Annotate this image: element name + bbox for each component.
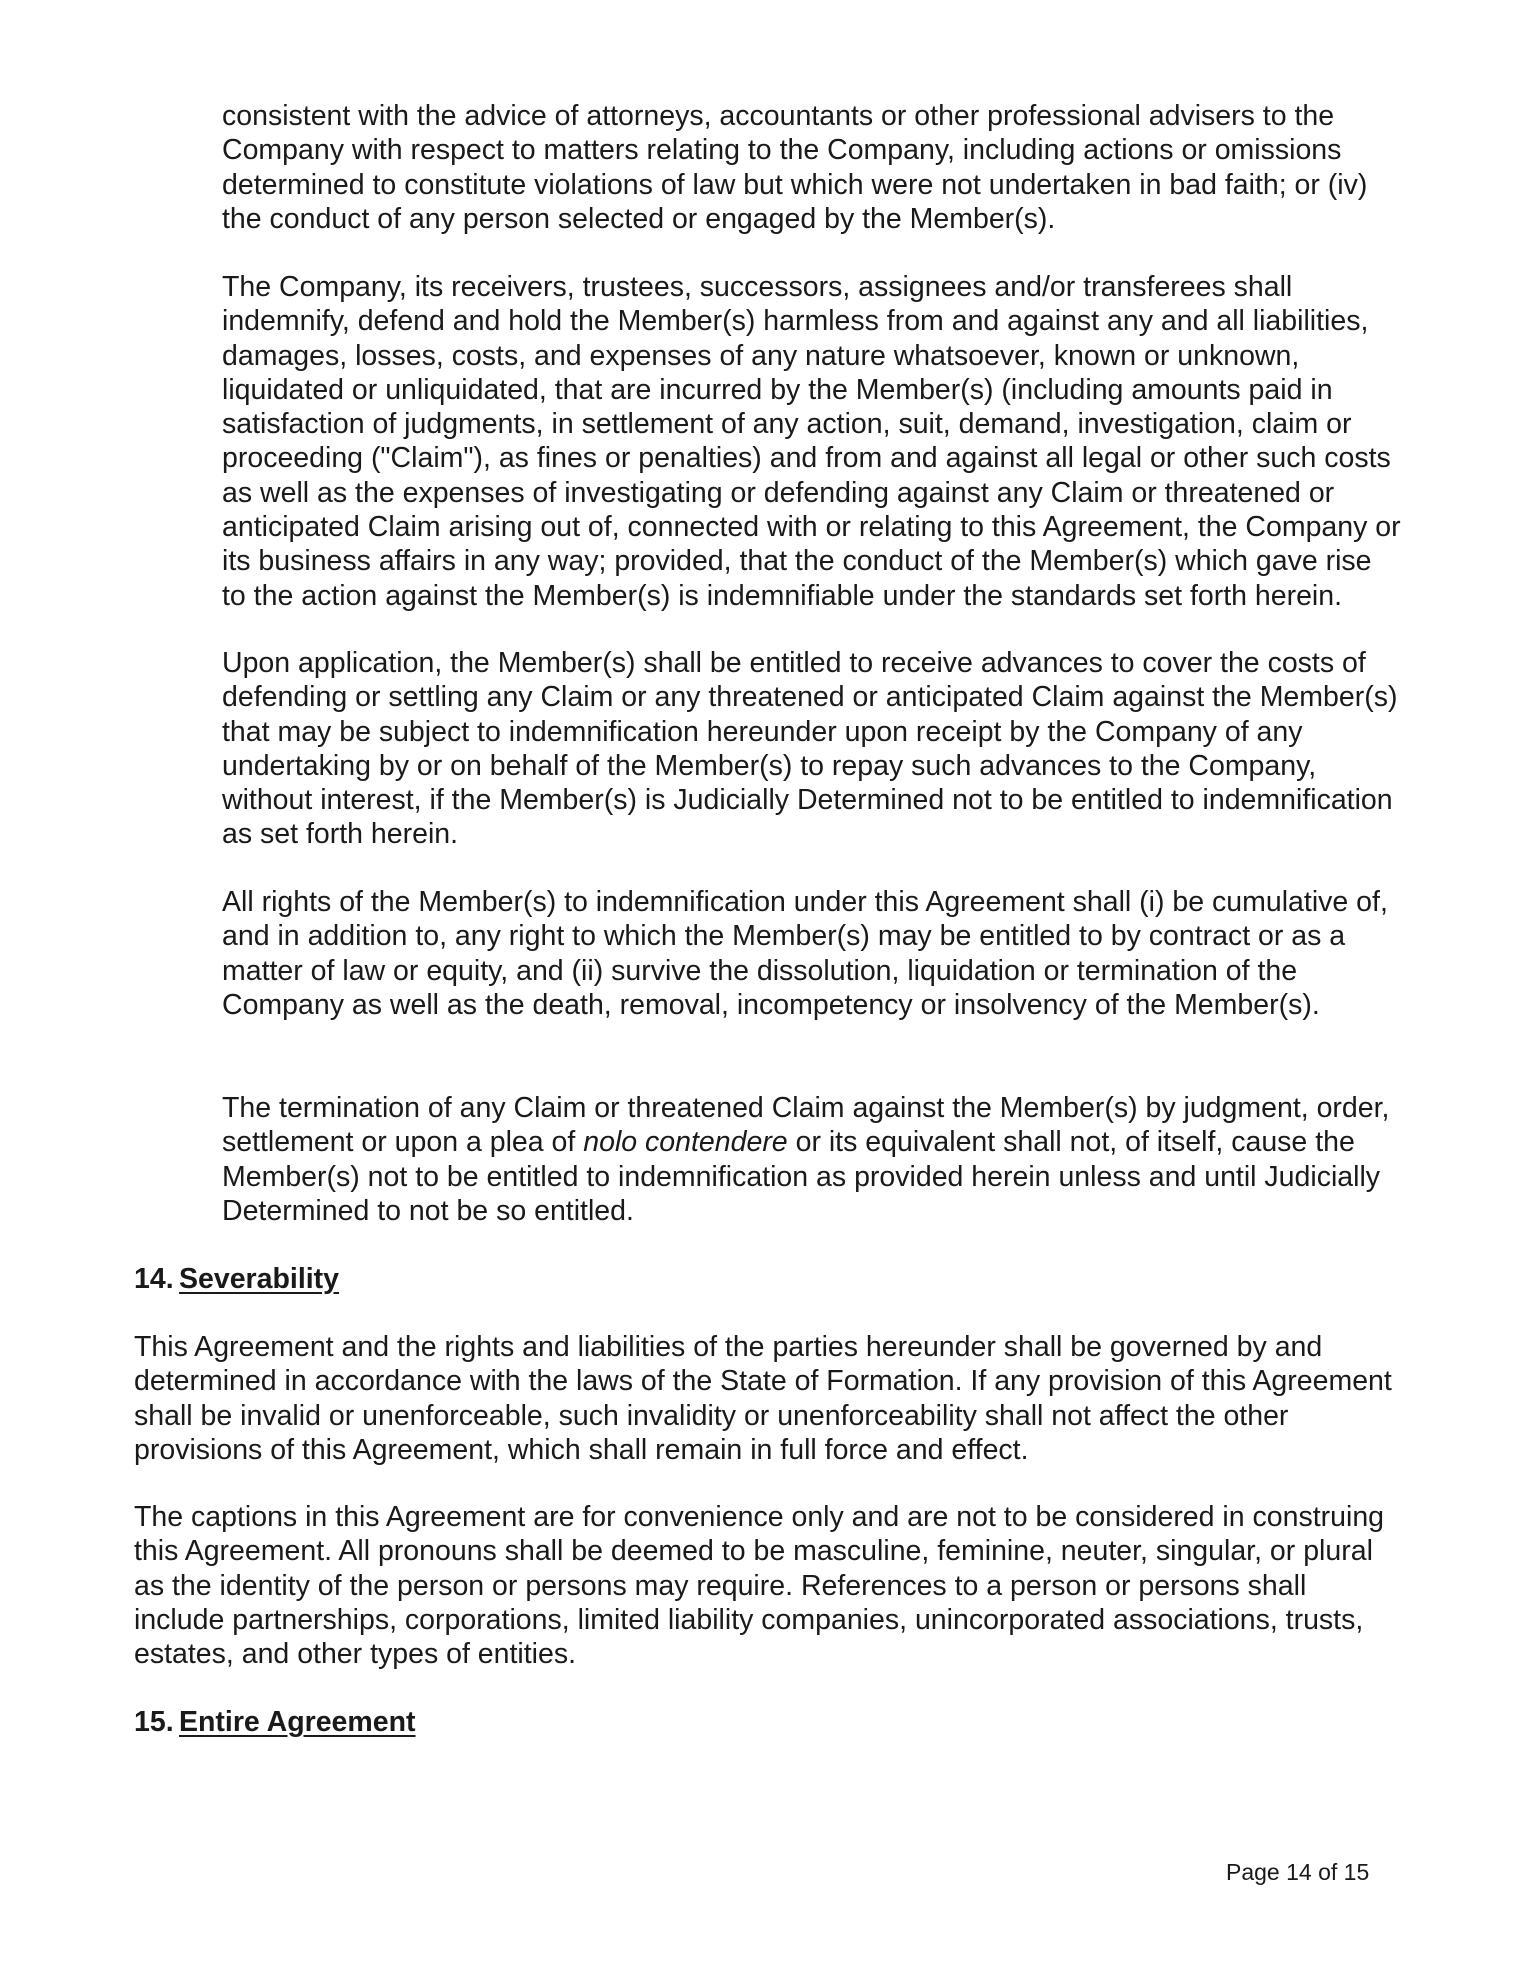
claim-text-before: The termination of any Claim or threatened Claim against the Member(s) by judgment, order, settlement or upon a plea of	[222, 1092, 1390, 1159]
section-heading-severability	[134, 1262, 339, 1296]
paragraph-termination-of-claim	[222, 1091, 1402, 1228]
paragraph-indemnify-defend: The Company, its receivers, trustees, successors, assignees and/or transferees shall indemnify, defend and hold the Member(s) harmless from and against any and all liabilities, damages, losses, costs, and expenses of any nature whatsoever, known or unknown, liquidated or unliquidated, that are incurred by the Member(s) (including amounts paid in satisfaction of judgments, in settlement of any action, suit, demand, investigation, claim or proceeding ("Claim"), as fines or penalties) and from and against all legal or other such costs as well as the expenses of investigating or defending against any Claim or threatened or anticipated Claim arising out of, connected with or relating to this Agreement, the Company or its business affairs in any way; provided, that the conduct of the Member(s) which gave rise to the action against the Member(s) is indemnifiable under the standards set forth herein.	[222, 271, 1401, 612]
section-heading-entire-agreement	[134, 1705, 416, 1739]
section-title: Severability	[179, 1263, 340, 1295]
nolo-contendere-term: nolo contendere	[583, 1126, 788, 1159]
section-number: 15.	[134, 1706, 174, 1738]
paragraph-indemnification-conduct: consistent with the advice of attorneys, accountants or other professional advisers to the Company with respect to matters relating to the Company, including actions or omissions determined to constitute violations of law but which were not undertaken in bad faith; or (iv) the conduct of any person selected or engaged by the Member(s).	[222, 100, 1368, 235]
paragraph-captions: The captions in this Agreement are for convenience only and are not to be considered in construing this Agreement. All pronouns shall be deemed to be masculine, feminine, neuter, singular, or plural as the identity of the person or persons may require. References to a person or persons shall include partnerships, corporations, limited liability companies, unincorporated associations, trusts, estates, and other types of entities.	[134, 1501, 1385, 1671]
paragraph-advances: Upon application, the Member(s) shall be entitled to receive advances to cover the costs of defending or settling any Claim or any threatened or anticipated Claim against the Member(s) that may be subject to indemnification hereunder upon receipt by the Company of any undertaking by or on behalf of the Member(s) to repay such advances to the Company, without interest, if the Member(s) is Judicially Determined not to be entitled to indemnification as set forth herein.	[222, 647, 1398, 851]
section-number: 14.	[134, 1263, 174, 1295]
paragraph-governing-law: This Agreement and the rights and liabilities of the parties hereunder shall be governed by and determined in accordance with the laws of the State of Formation. If any provision of this Agreement shall be invalid or unenforceable, such invalidity or unenforceability shall not affect the other provisions of this Agreement, which shall remain in full force and effect.	[134, 1331, 1392, 1466]
claim-text-after: or its equivalent shall not, of itself, cause the Member(s) not to be entitled to indemnification as provided herein unless and until Judicially Determined to not be so entitled.	[222, 1126, 1381, 1227]
section-title: Entire Agreement	[179, 1706, 416, 1738]
page-number: Page 14 of 15	[1226, 1859, 1370, 1885]
paragraph-cumulative-rights: All rights of the Member(s) to indemnification under this Agreement shall (i) be cumulative of, and in addition to, any right to which the Member(s) may be entitled to by contract or as a matter of law or equity, and (ii) survive the dissolution, liquidation or termination of the Company as well as the death, removal, incompetency or insolvency of the Member(s).	[222, 886, 1388, 1021]
